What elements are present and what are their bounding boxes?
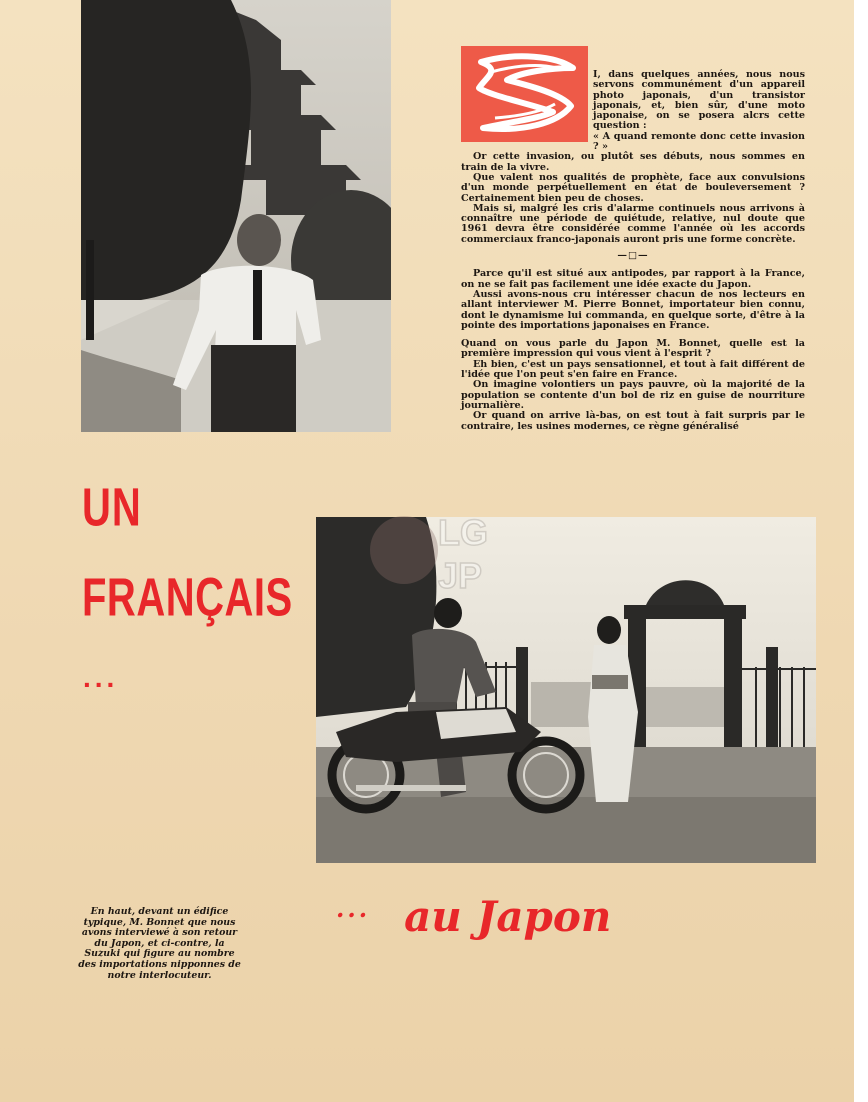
page-edge [854, 0, 868, 1102]
photo-caption: En haut, devant un édifice typique, M. Bonnet que nous avons interviewé à son retour du Japon, et ci-contre, la Suzuki qui figure au nombre des importations nipponnes de notre interlocuteur. [78, 906, 241, 981]
article-lead: I, dans quelques années, nous nous servons communément d'un appareil photo japonais, d'un transistor japonais, et, bien sûr, d'une moto japonaise, on se posera alcrs cette question : [593, 69, 805, 132]
subtitle-ellipsis: ... [336, 894, 371, 923]
headline-ellipsis: ... [83, 662, 119, 693]
article-paragraph: Que valent nos qualités de prophète, face aux convulsions d'un monde perpétuellement en état de bouleversement ? Certainement bien peu de choses. [461, 171, 805, 204]
section-separator: —□— [617, 250, 649, 262]
headline-subtitle [336, 892, 611, 941]
photo-man-castle [81, 0, 391, 432]
interview-answer: Eh bien, c'est un pays sensationnel, et tout à fait différent de l'idée que l'on peut s'en faire en France. [461, 358, 805, 381]
article-paragraph: Or cette invasion, ou plutôt ses débuts, nous sommes en train de la vivre. [461, 151, 805, 173]
article-paragraph: Parce qu'il est situé aux antipodes, par rapport à la France, on ne se fait pas facilement une idée exacte du Japon. [461, 268, 805, 290]
watermark-logo [366, 500, 506, 600]
interview-question: Quand on vous parle du Japon M. Bonnet, quelle est la première impression qui vous vient à l'esprit ? [461, 338, 805, 360]
photo-man-castle-image [81, 0, 391, 432]
article-paragraph: Aussi avons-nous cru intéresser chacun de nos lecteurs en allant interviewer M. Pierre Bonnet, importateur bien connu, dont le dynamisme lui commanda, en quelque sorte, d'être à la pointe des importations japonaises en France. [461, 288, 805, 331]
subtitle-text: au Japon [404, 892, 612, 941]
article-paragraph: Mais si, malgré les cris d'alarme continuels nous arrivons à connaître une période de quiétude, relative, nul doute que 1961 devra être considérée comme l'année où les accords commerciaux franco-japonais auront pris une forme concrète. [461, 202, 805, 245]
article-lead-quote: « A quand remonte donc cette invasion ? » [593, 130, 805, 153]
headline-line-2: FRANÇAIS [82, 568, 293, 628]
watermark-text-line-2: JP [438, 555, 483, 596]
interview-answer: On imagine volontiers un pays pauvre, où la majorité de la population se contente d'un bol de riz en guise de nourriture journalière. [461, 379, 805, 411]
interview-answer: Or quand on arrive là-bas, on est tout à fait surpris par le contraire, les usines modernes, ce règne généralisé [461, 410, 805, 432]
article-body [461, 70, 805, 432]
watermark-emblem-icon [366, 500, 506, 600]
headline-line-1: UN [82, 478, 142, 538]
watermark-text-line-1: LG [438, 512, 488, 553]
